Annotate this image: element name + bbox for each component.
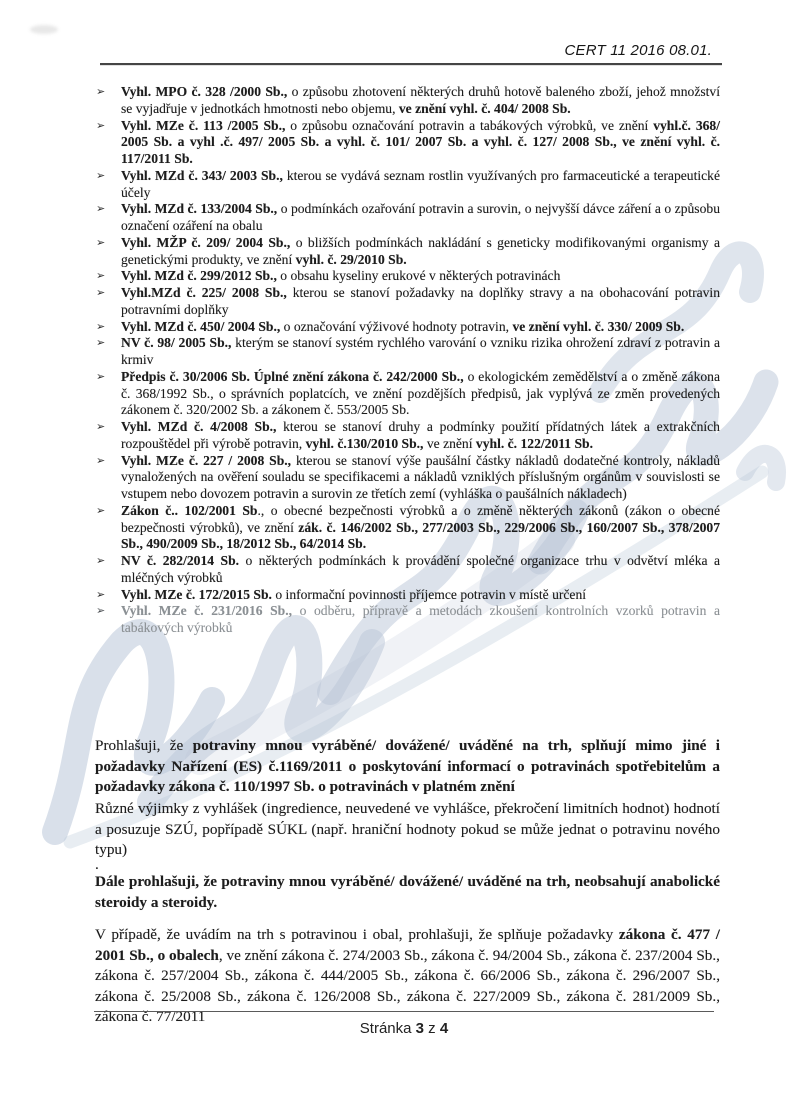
list-item — [96, 603, 720, 637]
text-run: kterou se stanoví požadavky na doplňky stravy a na obohacování potravin potravními doplňky — [121, 285, 720, 317]
stray-period — [95, 858, 720, 872]
text-run: . — [95, 856, 99, 873]
text-run: Vyhl. MZe č. 231/2016 Sb., — [121, 603, 300, 619]
text-run: kterým se stanoví systém rychlého varování o vzniku rizika ohrožení zdraví z potravin a krmiv — [121, 335, 720, 367]
list-item — [96, 235, 720, 269]
arrow-bullet-icon: ➢ — [96, 336, 106, 350]
regulation-list — [96, 84, 720, 637]
text-run: Vyhl. MŽP č. 209/ 2004 Sb., — [121, 234, 296, 250]
list-item — [96, 553, 720, 587]
text-run: zákona č. 477 / 2001 Sb., o obalech — [95, 926, 720, 964]
list-item — [96, 453, 720, 503]
text-run: Vyhl. MZd č. 299/2012 Sb., — [121, 268, 281, 284]
list-item-text — [121, 553, 720, 587]
list-item — [96, 285, 720, 319]
arrow-bullet-icon: ➢ — [96, 319, 106, 333]
text-run: o informační povinnosti příjemce potravin v místě určení — [275, 586, 587, 602]
arrow-bullet-icon: ➢ — [96, 453, 106, 467]
arrow-bullet-icon: ➢ — [96, 604, 106, 618]
document-code: CERT 11 2016 08.01. — [564, 42, 712, 59]
text-run: , ve znění zákona č. 274/2003 Sb., zákona č. 94/2004 Sb., zákona č. 237/2004 Sb., zákona č. 257/2004 Sb., zákona č. 444/2005 Sb., zákona č. 66/2006 Sb., zákona č. 296/2007 Sb., zákona č. 25/2008 Sb., zákona č. 126/2008 Sb., zákona č. 227/2009 Sb., zákona č. 281/2009 Sb., zákona č. 77/2011 — [95, 946, 720, 1025]
arrow-bullet-icon: ➢ — [96, 420, 106, 433]
text-run: Zákon č.. 102/2001 Sb — [121, 502, 258, 518]
text-run: Předpis č. 30/2006 Sb. Úplné znění zákona č. 242/2000 Sb., — [121, 368, 468, 384]
list-item — [96, 369, 720, 419]
text-run: ve znění vyhl. č. 330/ 2009 Sb. — [512, 318, 685, 334]
scan-smudge — [30, 25, 58, 34]
arrow-bullet-icon: ➢ — [96, 503, 106, 517]
text-run: 3 — [415, 1020, 425, 1037]
text-run: o odběru, přípravě a metodách zkoušení kontrolních vzorků potravin a tabákových výrobků — [121, 603, 720, 635]
list-item — [96, 587, 720, 604]
list-item-text — [121, 235, 720, 269]
text-run: kterou se stanoví druhy a podmínky použití přídatných látek a extrakčních rozpouštědel při výrobě potravin, — [121, 419, 720, 451]
declaration-foods-requirements — [95, 736, 720, 798]
arrow-bullet-icon: ➢ — [96, 168, 106, 182]
text-run: o způsobu zhotovení některých druhů hotově baleného zboží, jehož množství se vyjadřuje v jednotkách hmotnosti nebo objemu, — [121, 84, 721, 116]
arrow-bullet-icon: ➢ — [96, 286, 106, 299]
arrow-bullet-icon: ➢ — [96, 118, 106, 132]
text-run: o ekologickém zemědělství a o změně zákona č. 368/1992 Sb., o správních poplatcích, ve znění pozdějších předpisů, jak vyplývá ze změn provedených zákonem č. 320/2002 Sb. a zákonem č. 553/2005 Sb. — [121, 368, 720, 418]
text-run: Prohlašuji, že — [95, 737, 193, 754]
arrow-bullet-icon: ➢ — [96, 85, 106, 98]
list-item-text — [121, 503, 720, 553]
text-run: o označování výživové hodnoty potravin, — [283, 318, 513, 334]
list-item — [96, 319, 720, 336]
text-run: o obsahu kyseliny erukové v některých potravinách — [280, 268, 561, 284]
arrow-bullet-icon: ➢ — [96, 587, 106, 601]
text-run: o bližších podmínkách nakládání s geneticky modifikovanými organismy a genetickými produkty, ve znění — [121, 234, 720, 267]
text-run: Vyhl. MZd č. 133/2004 Sb., — [121, 201, 281, 217]
list-item-text — [121, 118, 720, 168]
text-run: 4 — [439, 1020, 449, 1037]
arrow-bullet-icon: ➢ — [96, 202, 106, 216]
text-run: kterou se vydává seznam rostlin využívaných pro farmaceutické a terapeutické účely — [121, 167, 720, 200]
list-item-text — [121, 587, 720, 604]
text-run: Různé výjimky z vyhlášek (ingredience, neuvedené ve vyhlášce, překročení limitních hodnot) hodnotí a posuzuje SZÚ, popřípadě SÚKL (např. hraniční hodnoty pokud se může jednat o potravinu nového typu) — [95, 800, 720, 858]
text-run: Vyhl.MZd č. 225/ 2008 Sb., — [121, 285, 293, 300]
text-run: o některých podmínkách k provádění společné organizace trhu v odvětví mléka a mléčných výrobků — [121, 553, 721, 585]
list-item-text — [121, 453, 720, 503]
list-item — [96, 168, 720, 202]
page-number — [94, 1020, 714, 1037]
text-run: kterou se stanoví výše paušální částky nákladů dodatečné kontroly, nákladů vynaložených na ověření souladu se specifikacemi a nákladů vzniklých příslušným orgánům v souvislosti se vstupem nebo dovozem potravin a surovin ze třetích zemí (vyhláška o paušálních nákladech) — [121, 452, 721, 501]
text-run: zák. č. 146/2002 Sb., 277/2003 Sb., 229/2006 Sb., 160/2007 Sb., 378/2007 Sb., 490/2009 Sb., 18/2012 Sb., 64/2014 Sb. — [121, 519, 721, 552]
list-item-text — [121, 369, 720, 419]
paragraph-exceptions — [95, 799, 720, 861]
text-run: o podmínkách ozařování potravin a surovin, o nejvyšší dávce záření a o způsobu označení ozáření na obalu — [121, 201, 720, 233]
text-run: ., o obecné bezpečnosti výrobků a o změně některých zákonů (zákon o obecné bezpečnosti výrobků), ve znění — [121, 502, 720, 535]
list-item — [96, 419, 720, 453]
arrow-bullet-icon: ➢ — [96, 235, 106, 249]
text-run: vyhl. č. 122/2011 Sb. — [475, 435, 594, 451]
list-item-text — [121, 84, 720, 118]
list-item-text — [121, 168, 720, 202]
text-run: Vyhl. MZd č. 450/ 2004 Sb., — [121, 318, 284, 334]
text-run: ve znění — [426, 435, 476, 451]
list-item-text — [121, 319, 720, 336]
list-item-text — [121, 419, 720, 453]
text-run: Stránka — [359, 1020, 416, 1037]
arrow-bullet-icon: ➢ — [96, 369, 106, 383]
list-item-text — [121, 201, 720, 235]
text-run: Vyhl. MZe č. 113 /2005 Sb., — [121, 117, 291, 133]
text-run: Vyhl. MZe č. 227 / 2008 Sb., — [121, 452, 296, 468]
text-run: Dále prohlašuji, že potraviny mnou vyráběné/ dovážené/ uváděné na trh, neobsahují anabolické steroidy a steroidy. — [95, 873, 720, 911]
declaration-packaging — [95, 925, 720, 1028]
text-run: Vyhl. MZd č. 4/2008 Sb., — [121, 419, 284, 434]
text-run: vyhl.č. 368/ 2005 Sb. a vyhl .č. 497/ 2005 Sb. a vyhl. č. 101/ 2007 Sb. a vyhl. č. 127/ 2008 Sb., ve znění vyhl. č. 117/2011 Sb. — [121, 117, 720, 166]
text-run: Vyhl. MZd č. 343/ 2003 Sb., — [121, 167, 287, 183]
list-item — [96, 118, 720, 168]
text-run: NV č. 98/ 2005 Sb., — [121, 335, 236, 351]
arrow-bullet-icon: ➢ — [96, 554, 106, 567]
list-item-text — [121, 268, 720, 285]
list-item — [96, 503, 720, 553]
declaration-paragraphs — [95, 736, 720, 1029]
declaration-steroids — [95, 872, 720, 913]
list-item-text — [121, 285, 720, 319]
text-run: NV č. 282/2014 Sb. — [121, 553, 246, 568]
text-run: z — [424, 1020, 440, 1037]
text-run: o způsobu označování potravin a tabákových výrobků, ve znění — [290, 117, 654, 133]
list-item-text — [121, 603, 720, 637]
text-run: potraviny mnou vyráběné/ dovážené/ uváděné na trh, splňují mimo jiné i požadavky Nařízení (ES) č.1169/2011 o poskytování informací o potravinách spotřebitelům a požadavky zákona č. 110/1997 Sb. o potravinách v platném znění — [95, 737, 721, 795]
footer-rule — [94, 1011, 714, 1012]
text-run: ve znění vyhl. č. 404/ 2008 Sb. — [398, 100, 571, 116]
list-item — [96, 268, 720, 285]
header-rule — [100, 63, 722, 65]
arrow-bullet-icon: ➢ — [96, 269, 106, 283]
list-item — [96, 201, 720, 235]
text-run: vyhl. č. 29/2010 Sb. — [295, 251, 407, 267]
text-run: V případě, že uvádím na trh s potravinou i obal, prohlašuji, že splňuje požadavky — [95, 926, 619, 943]
list-item — [96, 335, 720, 369]
list-item — [96, 84, 720, 118]
text-run: vyhl. č.130/2010 Sb., — [305, 435, 427, 451]
text-run: Vyhl. MZe č. 172/2015 Sb. — [121, 586, 276, 602]
list-item-text — [121, 335, 720, 369]
text-run: Vyhl. MPO č. 328 /2000 Sb., — [121, 84, 292, 99]
